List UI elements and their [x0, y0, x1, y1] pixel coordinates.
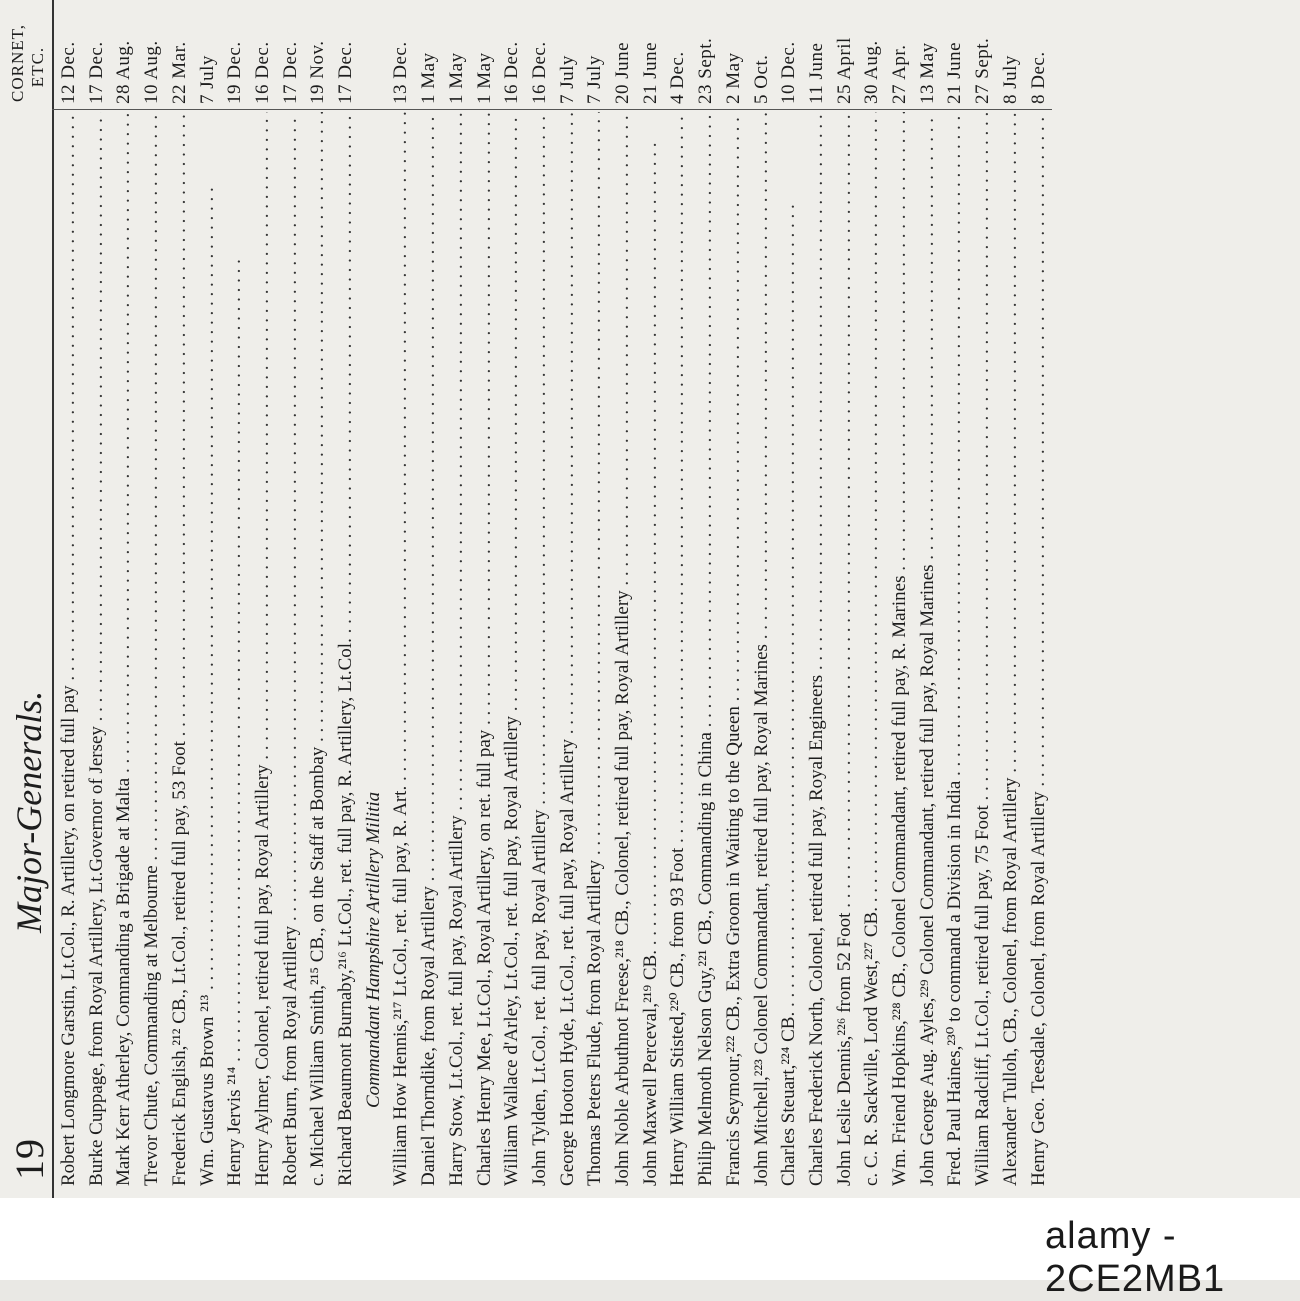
officer-row: [390, 0, 412, 1198]
officer-name: William How Hennis,²¹⁷ Lt.Col., ret. full pay, R. Art. . . .: [390, 112, 412, 1198]
officer-name: John George Aug. Ayles,²²⁹ Colonel Commandant, retired full pay, Royal Marines . . .: [917, 112, 939, 1198]
officer-row: [418, 0, 440, 1198]
officer-row: [723, 0, 745, 1198]
commission-date: 12 Dec.: [58, 41, 79, 104]
commission-date: 16 Dec.: [528, 41, 550, 104]
officer-row: [584, 0, 606, 1198]
commission-date: 17 Dec.: [279, 41, 301, 104]
officer-row: [695, 0, 717, 1198]
officer-row: [861, 0, 883, 1198]
officer-name: Charles Henry Mee, Lt.Col., Royal Artillery, on ret. full pay . . .: [474, 112, 496, 1198]
officer-name: Mark Kerr Atherley, Commanding a Brigade at Malta . . .: [113, 112, 135, 1198]
commission-date: 19 Dec.: [224, 41, 246, 104]
officer-row: [307, 0, 329, 1198]
commission-date: 7 July: [584, 55, 606, 104]
commission-date: 7 July: [196, 55, 218, 104]
officer-name: Robert Longmore Garstin, Lt.Col., R. Artillery, on retired full pay . . .: [58, 112, 80, 1198]
officer-name: William Radcliff, Lt.Col., retired full pay, 75 Foot . . .: [972, 112, 994, 1198]
officer-row: [252, 0, 274, 1198]
officer-name: c. Michael William Smith,²¹⁵ CB., on the Staff at Bombay . . .: [307, 112, 329, 1198]
page-number: 19: [7, 1138, 52, 1180]
commission-date: 19 Nov.: [307, 40, 329, 104]
officer-row: [141, 0, 163, 1198]
commission-date: 8 July: [999, 55, 1021, 104]
officer-row: [612, 0, 634, 1198]
officer-name: Charles Frederick North, Colonel, retired full pay, Royal Engineers . . .: [806, 112, 828, 1198]
officer-name: Alexander Tulloh, CB., Colonel, from Royal Artillery . . .: [1000, 112, 1022, 1198]
commission-date: 8 Dec.: [1027, 51, 1049, 104]
commission-date: 1 May: [473, 52, 495, 104]
officer-row: [363, 0, 385, 1198]
officer-row: [58, 0, 80, 1198]
commission-date: 10 Dec.: [778, 41, 800, 104]
officer-row: [1000, 0, 1022, 1198]
officer-row: [944, 0, 966, 1198]
officer-row: [197, 0, 219, 1198]
officer-row: [335, 0, 357, 1198]
officer-name: William Wallace d'Arley, Lt.Col., ret. full pay, Royal Artillery . . .: [501, 112, 523, 1198]
officer-name: John Tylden, Lt.Col., ret. full pay, Royal Artillery . . .: [529, 112, 551, 1198]
commission-date: 25 April: [833, 37, 855, 104]
officer-name: Daniel Thorndike, from Royal Artillery . . .: [418, 112, 440, 1198]
officer-name: Burke Cuppage, from Royal Artillery, Lt.Governor of Jersey . . .: [86, 112, 108, 1198]
header-rule: [52, 0, 54, 1198]
officer-row: [889, 0, 911, 1198]
officer-row: [474, 0, 496, 1198]
section-title: Major-Generals.: [9, 690, 49, 933]
commission-date: 16 Dec.: [251, 41, 273, 104]
commission-date: 17 Dec.: [85, 41, 107, 104]
officer-row: [806, 0, 828, 1198]
officer-row: [667, 0, 689, 1198]
officer-row: [917, 0, 939, 1198]
commission-date: 30 Aug.: [861, 40, 883, 104]
officer-row: [446, 0, 468, 1198]
officer-name: Trevor Chute, Commanding at Melbourne . . .: [141, 112, 163, 1198]
caption-band: [0, 1198, 1300, 1300]
officer-row: [169, 0, 191, 1198]
officer-row: [224, 0, 246, 1198]
officer-name: Wm. Friend Hopkins,²²⁸ CB., Colonel Commandant, retired full pay, R. Marines . . .: [889, 112, 911, 1198]
commission-date: 27 Apr.: [889, 44, 910, 104]
officer-name: Robert Burn, from Royal Artillery . . .: [280, 112, 302, 1198]
officer-name: Henry Jervis ²¹⁴ . . .: [224, 112, 246, 1198]
commission-date: 21 June: [639, 41, 661, 104]
officer-name: Henry Aylmer, Colonel, retired full pay, Royal Artillery . . .: [252, 112, 274, 1198]
commission-date: 22 Mar.: [168, 41, 190, 104]
commission-date: 13 Dec.: [390, 41, 412, 104]
commission-date: 20 June: [612, 41, 633, 104]
commission-date: 1 May: [445, 52, 467, 104]
commission-date: 17 Dec.: [335, 41, 356, 104]
commission-date: 16 Dec.: [501, 41, 523, 104]
officer-row: [557, 0, 579, 1198]
officer-name: John Leslie Dennis,²²⁶ from 52 Foot . . .: [834, 112, 856, 1198]
officer-name: Wm. Gustavus Brown ²¹³ . . .: [197, 112, 219, 1198]
officer-name: Charles Steuart,²²⁴ CB. . . .: [778, 112, 800, 1198]
commission-date: 21 June: [944, 41, 966, 104]
officer-row: [640, 0, 662, 1198]
officer-name: Commandant Hampshire Artillery Militia: [362, 791, 384, 1108]
officer-row: [280, 0, 302, 1198]
commission-date: 4 Dec.: [667, 51, 689, 104]
officer-row: [972, 0, 994, 1198]
commission-date: 10 Aug.: [141, 40, 163, 104]
officer-name: Richard Beaumont Burnaby,²¹⁶ Lt.Col., ret. full pay, R. Artillery, Lt.Col. . . .: [335, 112, 357, 1198]
commission-date: 2 May: [722, 52, 744, 104]
commission-date: 27 Sept.: [972, 37, 994, 104]
officer-name: Harry Stow, Lt.Col., ret. full pay, Royal Artillery . . .: [446, 112, 468, 1198]
commission-date: 11 June: [805, 42, 827, 104]
officer-name: John Noble Arbuthnot Freese,²¹⁸ CB., Colonel, retired full pay, Royal Artillery . . .: [612, 112, 634, 1198]
officer-name: c. C. R. Sackville, Lord West,²²⁷ CB. . . .: [861, 112, 883, 1198]
officer-name: Henry William Stisted,²²⁰ CB., from 93 Foot . . .: [667, 112, 689, 1198]
officer-name: Fred. Paul Haines,²³⁰ to command a Division in India . . .: [944, 112, 966, 1198]
officer-row: [1028, 0, 1050, 1198]
date-column-header: CORNET, ETC.: [8, 24, 47, 102]
officer-row: [529, 0, 551, 1198]
officer-name: Thomas Peters Flude, from Royal Artillery . . .: [584, 112, 606, 1198]
officer-list: [58, 0, 1058, 1198]
officer-name: Philip Melmoth Nelson Guy,²²¹ CB., Commanding in China . . .: [695, 112, 717, 1198]
commission-date: 28 Aug.: [113, 40, 135, 104]
officer-name: Henry Geo. Teesdale, Colonel, from Royal Artillery . . .: [1028, 112, 1050, 1198]
officer-row: [778, 0, 800, 1198]
commission-date: 1 May: [418, 52, 440, 104]
officer-name: George Hooton Hyde, Lt.Col., ret. full pay, Royal Artillery . . .: [557, 112, 579, 1198]
commission-date: 7 July: [556, 55, 578, 104]
officer-name: John Maxwell Perceval,²¹⁹ CB. . . .: [640, 112, 662, 1198]
officer-row: [834, 0, 856, 1198]
officer-name: John Mitchell,²²³ Colonel Commandant, retired full pay, Royal Marines . . .: [751, 112, 773, 1198]
image-id-caption: alamy - 2CE2MB1: [1045, 1215, 1226, 1300]
commission-date: 13 May: [916, 42, 938, 104]
officer-name: Francis Seymour,²²² CB., Extra Groom in Waiting to the Queen . . .: [723, 112, 745, 1198]
commission-date: 5 Oct.: [750, 54, 772, 104]
officer-row: [86, 0, 108, 1198]
officer-name: Frederick English,²¹² CB., Lt.Col., retired full pay, 53 Foot . . .: [169, 112, 191, 1198]
commission-date: 23 Sept.: [695, 37, 717, 104]
officer-row: [113, 0, 135, 1198]
officer-row: [501, 0, 523, 1198]
officer-row: [751, 0, 773, 1198]
